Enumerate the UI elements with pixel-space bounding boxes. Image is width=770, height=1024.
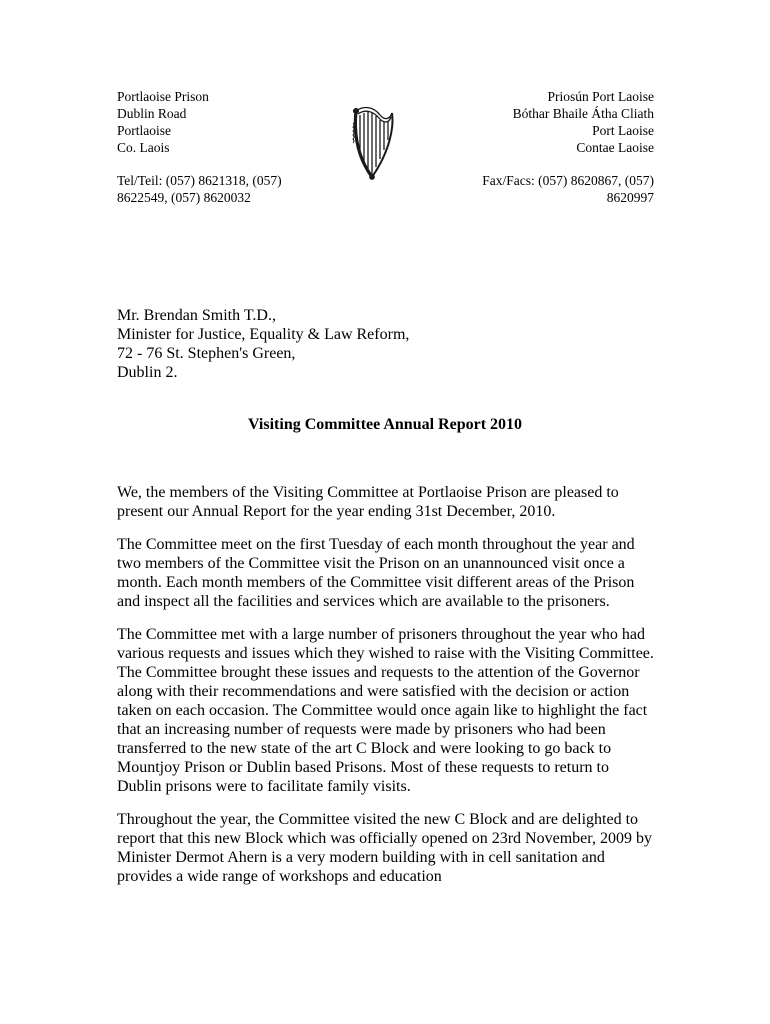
address-line: Bóthar Bhaile Átha Cliath: [512, 106, 654, 121]
recipient-line: Dublin 2.: [117, 364, 178, 381]
recipient-line: Mr. Brendan Smith T.D.,: [117, 307, 276, 324]
address-line: Port Laoise: [592, 123, 654, 138]
recipient-line: Minister for Justice, Equality & Law Reform,: [117, 326, 410, 343]
recipient-address: [117, 306, 409, 382]
sender-address-irish: [513, 88, 654, 156]
body-paragraph: The Committee meet on the first Tuesday of each month throughout the year and two members of the Committee visit the Prison on an unannounced visit once a month. Each month members of the Committee visit different areas of the Prison and inspect all the facilities and services which are available to the prisoners.: [117, 536, 635, 610]
address-line: Priosún Port Laoise: [547, 89, 654, 104]
document-title: Visiting Committee Annual Report 2010: [247, 416, 523, 433]
address-line: Dublin Road: [117, 106, 187, 121]
harp-emblem-icon: [350, 103, 396, 181]
address-line: Co. Laois: [117, 140, 170, 155]
fax-numbers: Fax/Facs: (057) 8620867, (057) 8620997: [482, 173, 654, 205]
address-line: Portlaoise: [117, 123, 171, 138]
address-line: Portlaoise Prison: [117, 89, 209, 104]
recipient-line: 72 - 76 St. Stephen's Green,: [117, 345, 296, 362]
body-paragraph: The Committee met with a large number of prisoners throughout the year who had various requests and issues which they wished to raise with the Visiting Committee. The Committee brought these issues and requests to the attention of the Governor along with their recommendations and were satisfied with the decision or action taken on each occasion. The Committee would once again like to highlight the fact that an increasing number of requests were made by prisoners who had been transferred to the new state of the art C Block and were looking to go back to Mountjoy Prison or Dublin based Prisons. Most of these requests to return to Dublin prisons were to facilitate family visits.: [117, 626, 654, 795]
sender-address-english: [117, 88, 209, 156]
body-paragraph: We, the members of the Visiting Committee at Portlaoise Prison are pleased to present our Annual Report for the year ending 31st December, 2010.: [117, 484, 619, 520]
telephone-numbers: Tel/Teil: (057) 8621318, (057) 8622549, (057) 8620032: [117, 173, 282, 205]
address-line: Contae Laoise: [576, 140, 654, 155]
document-body: [117, 483, 657, 900]
body-paragraph: Throughout the year, the Committee visited the new C Block and are delighted to report that this new Block which was officially opened on 23rd November, 2009 by Minister Dermot Ahern is a very modern building with in cell sanitation and provides a wide range of workshops and education: [117, 811, 652, 885]
